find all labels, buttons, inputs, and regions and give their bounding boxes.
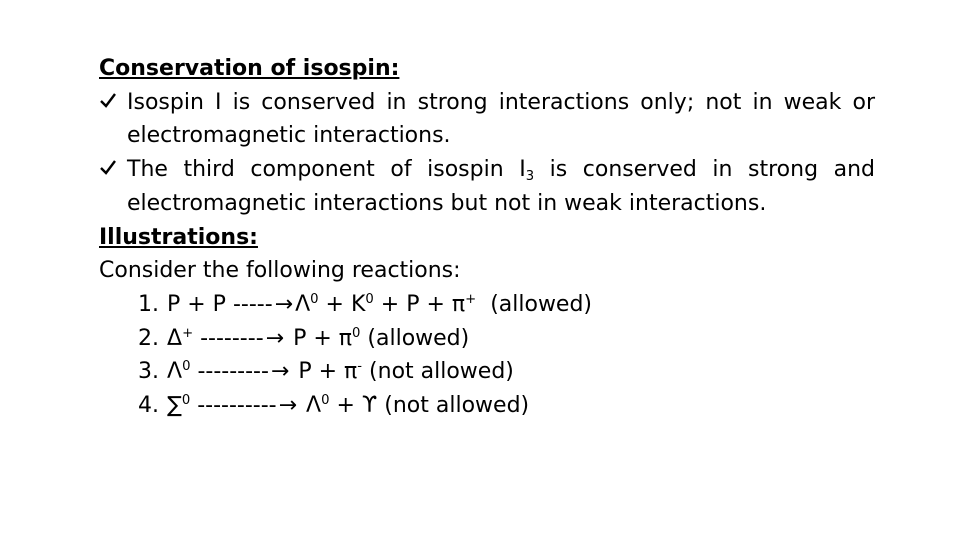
reaction-1 <box>99 288 875 322</box>
arrow-icon: → <box>270 359 290 385</box>
reaction-equation: ∑$^0$ ----------→ $\Lambda^0 + ϒ$ (not allowed) <box>167 389 529 423</box>
heading-conservation-of-isospin: Conservation of isospin: <box>99 56 400 81</box>
bullet-third-component <box>99 153 875 220</box>
bullet-text: Isospin I is conserved in strong interactions only; not in weak or electromagnetic interactions. <box>127 89 875 149</box>
reaction-equation: P + P $-----\to\Lambda^0 + K^0 + P + \pi^+$ (allowed) <box>167 288 592 322</box>
reaction-2 <box>99 322 875 356</box>
reaction-equation: Δ+ --------→ $P + \pi^0$ (allowed) <box>167 322 469 356</box>
arrow-icon: → <box>274 291 294 317</box>
reaction-equation: $\Lambda^0$ ---------→ P + π- (not allowed) <box>167 355 514 389</box>
reaction-number: 2. <box>138 325 159 351</box>
subscript-3: 3 <box>525 169 535 185</box>
intro-text: Consider the following reactions: <box>99 258 461 284</box>
reaction-number: 4. <box>138 393 159 419</box>
arrow-icon: → <box>265 325 285 351</box>
heading-illustrations: Illustrations: <box>99 224 258 250</box>
arrow-icon: → <box>278 393 298 419</box>
slide-content <box>99 52 875 423</box>
bullet-isospin-strong <box>99 86 875 153</box>
reaction-3 <box>99 355 875 389</box>
reaction-4 <box>99 389 875 423</box>
reaction-list <box>99 288 875 423</box>
reaction-number: 3. <box>138 359 159 385</box>
check-icon <box>99 153 127 220</box>
reaction-number: 1. <box>138 291 159 317</box>
bullet-text: The third component of isospin $I_3$ is conserved in strong and electromagnetic interactions but not in weak interactions. <box>127 157 875 216</box>
check-icon <box>99 86 127 153</box>
